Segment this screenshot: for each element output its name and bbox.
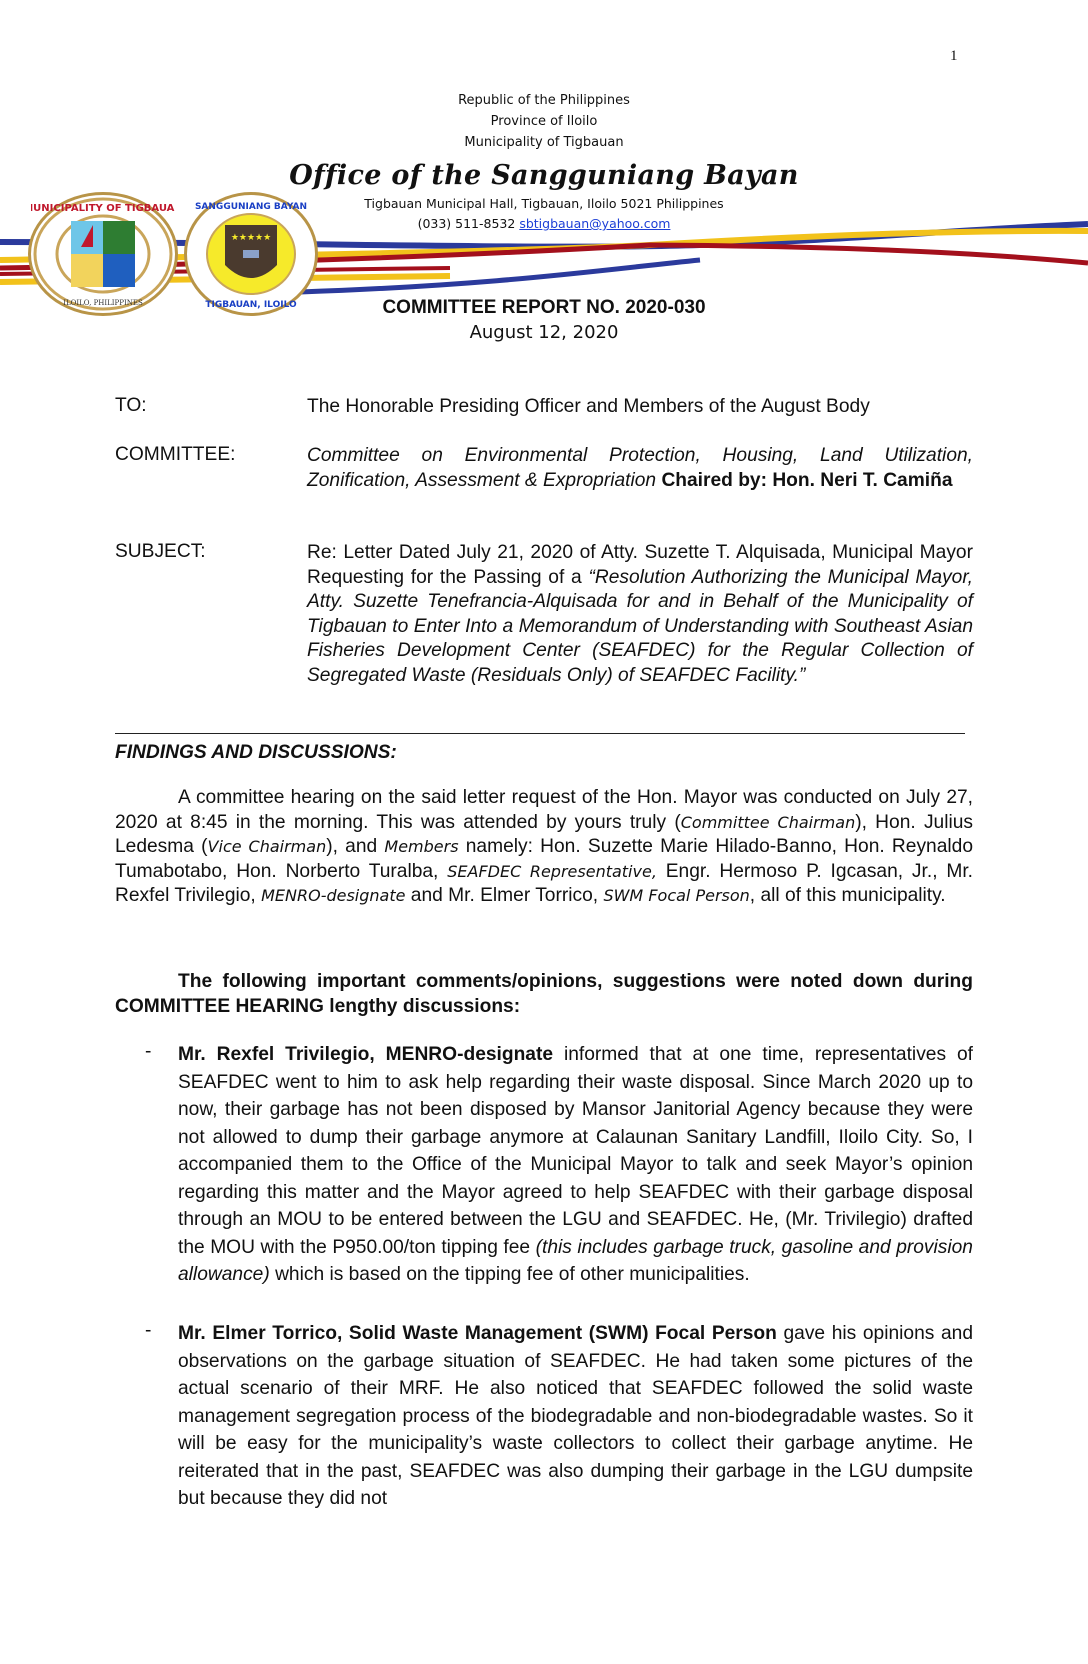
report-date: August 12, 2020 (469, 322, 619, 343)
svg-text:SANGGUNIANG BAYAN: SANGGUNIANG BAYAN (194, 202, 308, 212)
intro-text: and Mr. Elmer Torrico, (405, 885, 604, 906)
role-vice-chairman: Vice Chairman (207, 837, 327, 856)
subject-label: SUBJECT: (115, 541, 206, 562)
letterhead-address: Tigbauan Municipal Hall, Tigbauan, Iloilo 5021 Philippines (364, 196, 724, 211)
intro-text: A committee hearing on the said letter request of the Hon. Mayor was conducted on July 27, 2020 at 8:45 in the morning. This was attended by yours truly ( (115, 787, 973, 833)
subject-intro: Re: Letter Dated July 21, 2020 of Atty. Suzette T. Alquisada, Municipal Mayor Requesting for the Passing of a (307, 542, 973, 588)
bullet-dash: - (145, 1320, 152, 1341)
svg-text:MUNICIPALITY OF TIGBAUAN: MUNICIPALITY OF TIGBAUAN (31, 203, 175, 214)
letterhead-province: Province of Iloilo (490, 114, 598, 129)
letterhead-phone: (033) 511-8532 (417, 216, 516, 231)
bullet-body: informed that at one time, representatives of SEAFDEC went to him to ask help regarding their waste disposal. Since March 2020 up to now, their garbage has not been disposed by Mansor Janitorial Agency because they were not allowed to dump their garbage anymore at Calaunan Sanitary Landfill, Iloilo City. So, I accompanied them to the Office of the Municipal Mayor to talk and seek Mayor’s opinion regarding this matter and the Mayor agreed to help SEAFDEC with their garbage disposal through an MOU to be entered between the LGU and SEAFDEC. He, (Mr. Trivilegio) drafted the MOU with the P950.00/ton tipping fee (178, 1044, 973, 1258)
committee-value (307, 444, 973, 493)
bullet-body: gave his opinions and observations on the garbage situation of SEAFDEC. He had taken some pictures of the actual scenario of their MRF. He also noticed that SEAFDEC followed the solid waste management segregation process of the biodegradable and non-biodegradable wastes. So it will be easy for the municipality’s waste collectors to collect their garbage anytime. He reiterated that in the past, SEAFDEC was also dumping their garbage in the LGU dumpsite but because they did not (178, 1323, 973, 1509)
email-link[interactable]: sbtigbauan@yahoo.com (519, 216, 671, 231)
intro-text: , all of this municipality. (749, 885, 946, 906)
bullet-speaker: Mr. Elmer Torrico, Solid Waste Management (SWM) Focal Person (178, 1323, 777, 1344)
bullet-item-trivilegio (178, 1041, 973, 1289)
notes-heading: The following important comments/opinions, suggestions were noted down during COMMITTEE HEARING lengthy discussions: (115, 971, 973, 1017)
municipality-seal-icon (31, 195, 175, 313)
bullet-tail: which is based on the tipping fee of other municipalities. (269, 1264, 750, 1285)
subject-value (307, 541, 973, 688)
bullet-item-torrico (178, 1320, 973, 1513)
to-label: TO: (115, 395, 147, 416)
bullet-italic-note: (this includes garbage truck, gasoline and provision allowance) (178, 1236, 973, 1285)
letterhead-republic: Republic of the Philippines (458, 93, 630, 108)
to-value: The Honorable Presiding Officer and Members of the August Body (307, 396, 870, 417)
committee-label: COMMITTEE: (115, 444, 236, 465)
letterhead-municipality: Municipality of Tigbauan (464, 135, 624, 150)
intro-text: Engr. Hermoso P. Igcasan, Jr., Mr. Rexfel Trivilegio, (115, 860, 974, 906)
role-committee-chairman: Committee Chairman (680, 812, 856, 832)
intro-text: ), and (326, 836, 385, 857)
svg-text:★★★★★: ★★★★★ (230, 233, 272, 243)
office-title: Office of the Sangguniang Bayan (289, 160, 799, 191)
role-members: Members (384, 837, 459, 856)
subject-resolution-title: “Resolution Authorizing the Municipal Mayor, Atty. Suzette Tenefrancia-Alquisada for and in Behalf of the Municipality of Tigbauan to Enter Into a Memorandum of Understanding with Southeast Asian Fisheries Development Center (SEAFDEC) for the Regular Collection of Segregated Waste (Residuals Only) of SEAFDEC Facility.” (307, 566, 974, 686)
role-swm-focal-person: SWM Focal Person (603, 886, 750, 905)
report-title: COMMITTEE REPORT NO. 2020-030 (382, 297, 706, 318)
bullet-dash: - (145, 1041, 152, 1062)
findings-heading: FINDINGS AND DISCUSSIONS: (115, 742, 397, 763)
svg-text:ILOILO, PHILIPPINES: ILOILO, PHILIPPINES (63, 299, 143, 307)
committee-name: Committee on Environmental Protection, Housing, Land Utilization, Zonification, Assessment & Expropriation (307, 445, 973, 491)
findings-intro-paragraph (115, 786, 973, 909)
page-number: 1 (950, 48, 958, 64)
bullet-speaker: Mr. Rexfel Trivilegio, MENRO-designate (178, 1044, 554, 1065)
intro-text: namely: Hon. Suzette Marie Hilado-Banno, Hon. Reynaldo Tumabotabo, Hon. Norberto Turalba, (115, 836, 973, 882)
section-divider (115, 733, 965, 734)
role-menro-designate: MENRO-designate (261, 886, 406, 905)
role-seafdec-representative: SEAFDEC Representative, (447, 861, 657, 881)
sangguniang-bayan-seal-icon (187, 195, 315, 313)
intro-text: ), Hon. Julius Ledesma ( (115, 811, 974, 857)
svg-text:TIGBAUAN, ILOILO: TIGBAUAN, ILOILO (205, 300, 297, 310)
committee-chair: Chaired by: Hon. Neri T. Camiña (661, 469, 953, 491)
